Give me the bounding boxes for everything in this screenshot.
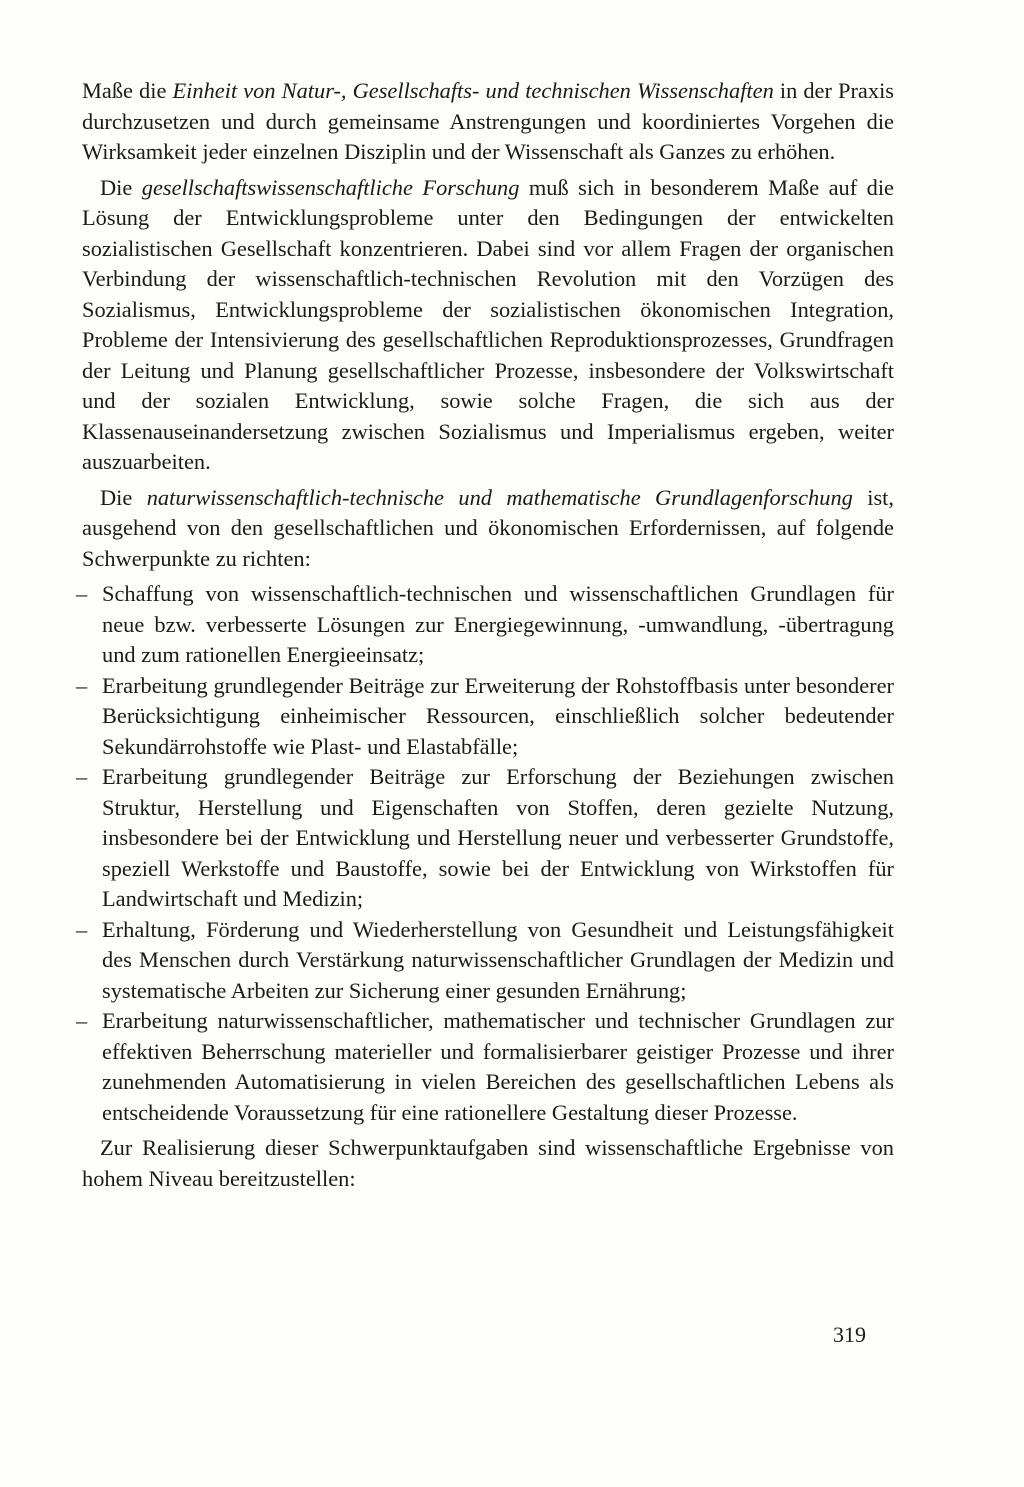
paragraph-2-emphasis: gesellschaftswissenschaftliche Forschung: [141, 174, 520, 200]
list-item-text: Erhaltung, Förderung und Wiederherstellung von Gesundheit und Leistungsfähigkeit des Menschen durch Verstärkung naturwissenschaftlicher Grundlagen der Medizin und systematische Arbeiten zur Sicherung einer gesunden Ernährung;: [102, 916, 894, 1003]
paragraph-1: [82, 76, 894, 168]
list-item: [76, 671, 894, 763]
list-item-text: Erarbeitung grundlegender Beiträge zur Erweiterung der Rohstoffbasis unter besonderer Berücksichtigung einheimischer Ressourcen, einschließlich solcher bedeutender Sekundärrohstoffe wie Plast- und Elastabfälle;: [102, 672, 894, 759]
list-item-text: Erarbeitung grundlegender Beiträge zur Erforschung der Beziehungen zwischen Struktur, Herstellung und Eigenschaften von Stoffen, deren gezielte Nutzung, insbesondere bei der Entwicklung und Herstellung neuer und verbesserter Grundstoffe, speziell Werkstoffe und Baustoffe, sowie bei der Entwicklung von Wirkstoffen für Landwirtschaft und Medizin;: [102, 764, 894, 911]
paragraph-3-emphasis: naturwissenschaftlich-technische und mathematische Grundlagenforschung: [146, 484, 853, 510]
page-number: 319: [833, 1322, 866, 1347]
paragraph-3-text: Die: [100, 484, 147, 510]
list-item-text: Erarbeitung naturwissenschaftlicher, mathematischer und technischer Grundlagen zur effektiven Beherrschung materieller und formalisierbarer geistiger Prozesse und ihrer zunehmenden Automatisierung in vielen Bereichen des gesellschaftlichen Lebens als entscheidende Voraussetzung für eine rationellere Gestaltung dieser Prozesse.: [102, 1008, 894, 1125]
list-item: [76, 915, 894, 1007]
paragraph-1-rest: in der Praxis durchzusetzen und durch gemeinsame Anstrengungen und koordiniertes Vorgehen die Wirksamkeit jeder einzelnen Disziplin und der Wissenschaft als Ganzes zu erhöhen.: [82, 78, 894, 164]
list-item-text: Schaffung von wissenschaftlich-technischen und wissenschaftlichen Grundlagen für neue bzw. verbesserte Lösungen zur Energiegewinnung, -umwandlung, -übertragung und zum rationellen Energieeinsatz;: [102, 581, 894, 667]
dash-marker: –: [76, 916, 88, 942]
list-item: [76, 762, 894, 915]
paragraph-4: Zur Realisierung dieser Schwerpunktaufgaben sind wissenschaftliche Ergebnisse von hohem Niveau bereitzustellen:: [82, 1135, 894, 1191]
focus-list: [76, 579, 894, 1128]
paragraph-3: [82, 483, 894, 575]
dash-marker: –: [76, 764, 88, 789]
body-text: [76, 76, 894, 1199]
paragraph-1-emphasis: Einheit von Natur-, Gesellschafts- und technischen Wissenschaften: [172, 78, 774, 103]
paragraph-2-rest: muß sich in besonderem Maße auf die Lösung der Entwicklungsprobleme unter den Bedingungen der entwickelten sozialistischen Gesellschaft konzentrieren. Dabei sind vor allem Fragen der organischen Verbindung der wissenschaftlich-technischen Revolution mit den Vorzügen des Sozialismus, Entwicklungsprobleme der sozialistischen ökonomischen Integration, Probleme der Intensivierung des gesellschaftlichen Reproduktionsprozesses, Grundfragen der Leitung und Planung gesellschaftlicher Prozesse, insbesondere der Volkswirtschaft und der sozialen Entwicklung, sowie solche Fragen, die sich aus der Klassenauseinandersetzung zwischen Sozialismus und Imperialismus ergeben, weiter auszuarbeiten.: [82, 174, 894, 474]
list-item: [76, 1006, 894, 1128]
paragraph-2-text: Die: [100, 174, 142, 200]
paragraph-2: [82, 173, 894, 478]
dash-marker: –: [76, 672, 88, 698]
dash-marker: –: [76, 1008, 88, 1033]
paragraph-3-rest: ist, ausgehend von den gesellschaftlichen und ökonomischen Erfordernissen, auf folgende Schwerpunkte zu richten:: [82, 484, 894, 571]
list-item: [76, 579, 894, 671]
dash-marker: –: [76, 581, 88, 606]
paragraph-1-text: Maße die: [82, 78, 173, 103]
